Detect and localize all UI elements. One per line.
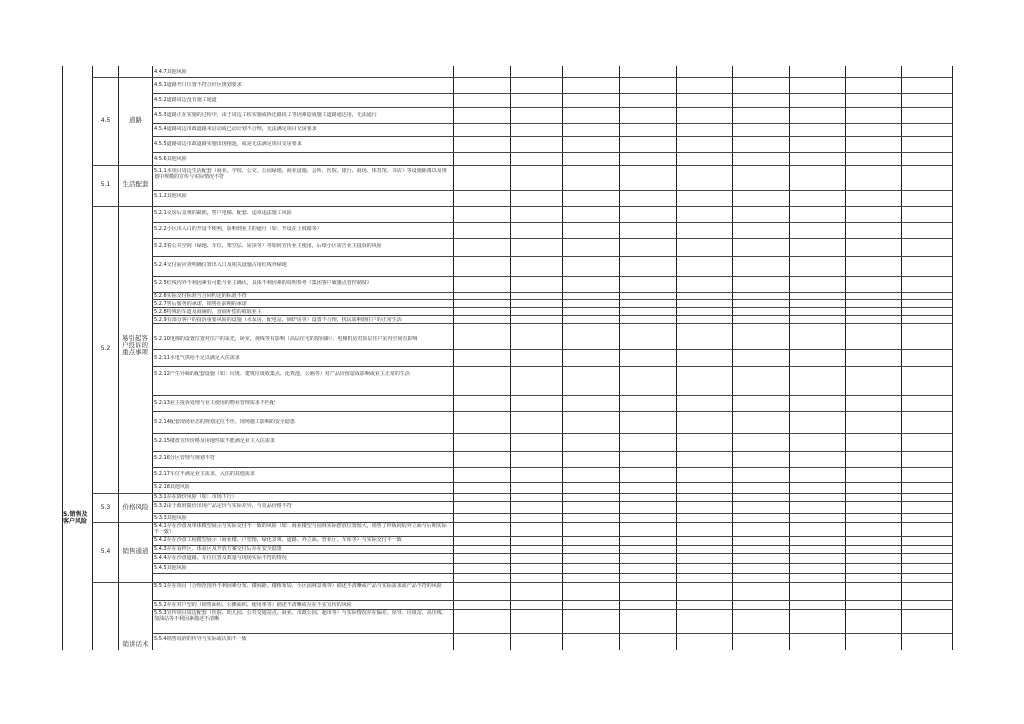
- col-line: [92, 66, 93, 650]
- risk-item: 5.2.16分区管理与规划不符: [154, 455, 215, 461]
- risk-item: 4.5.3道路正在实施的过程中，由于周边工程实施或拆迁路段工等因素造成施工道路通达用，无法通行: [154, 112, 377, 118]
- row-line: [92, 206, 952, 207]
- spreadsheet: [62, 66, 953, 650]
- risk-item: 5.2.14配套现场业态的规划定位不佳、现场施工影响的安全隐患: [154, 419, 295, 425]
- risk-item: 5.5.2存在对户型的（销售面积、公摊面积、使用率等）描述不清晰或存在不实宣传的风险: [154, 602, 352, 608]
- risk-item: 4.5.4道路周边市政道路未启动或已动计划不合理，无法满足项目交房要求: [154, 126, 317, 132]
- risk-item: 5.5.3宣传项目周边配套（医院、幼儿园、公共交通站点、商业、市政公园、超市等）与实际情况存在偏差，误导、垃圾站、高压线、加油站等不利因素描述不清晰: [154, 610, 447, 622]
- row-line: [152, 299, 952, 300]
- risk-item: 5.4.5其他风险: [154, 565, 187, 571]
- row-line: [152, 93, 952, 94]
- row-line: [152, 513, 952, 514]
- row-line: [152, 451, 952, 452]
- row-line: [152, 307, 952, 308]
- row-line: [92, 77, 952, 78]
- risk-item: 5.2.8特殊的车道及商铺的，直调补偿的收取业主: [154, 309, 262, 315]
- risk-item: 4.5.2道路周边没有施工通道: [154, 97, 217, 103]
- risk-item: 5.3.3其他风险: [154, 515, 187, 521]
- risk-item: 5.2.13业主投诉处理与业主使用的物业管理需求不匹配: [154, 400, 275, 406]
- row-line: [152, 467, 952, 468]
- risk-item: 5.3.2由于政府限价出现产品定价与实际差异，与竞品价格不符: [154, 503, 292, 509]
- risk-item: 5.2.2小区出入口的开设不便利，影响到业主的通行（如：开设在上坡路等）: [154, 226, 322, 232]
- risk-item: 5.4.3存在看样区、体验区及开放方案交付后存在安全隐患: [154, 546, 282, 552]
- section-name: 生活配套: [122, 180, 149, 188]
- row-line: [152, 276, 952, 277]
- row-line: [152, 323, 952, 324]
- risk-item: 5.4.2存在沙盘工程模型展示（商业楼、户型图、绿化景观、道路、外立面、营业厅、车库等）与实际交付不一致: [154, 537, 402, 543]
- risk-item: 5.5.4销售说辞的传导与实际或认知不一致: [154, 636, 247, 642]
- risk-item: 5.2.12产生异味的配套设施（如：垃圾、建筑垃圾收集点、化粪池、公厕等）对产品价值造成影响或业主正常的生活: [154, 371, 410, 377]
- section-number: 4.5: [100, 117, 111, 124]
- row-line: [92, 165, 952, 166]
- col-line: [62, 66, 63, 650]
- risk-item: 4.5.1道路开口位置不符合针区规划要求: [154, 82, 242, 88]
- row-line: [152, 136, 952, 137]
- risk-item: 5.2.7售后服务的承诺，销售在前期的承诺: [154, 301, 247, 307]
- risk-item: 5.2.11水电气供给不足以满足入住需求: [154, 355, 240, 361]
- row-line: [152, 482, 952, 483]
- row-line: [152, 123, 952, 124]
- section-number: 5.1: [100, 181, 111, 188]
- section-number: 5.3: [100, 504, 111, 511]
- row-line: [152, 107, 952, 108]
- row-line: [152, 222, 952, 223]
- risk-item: 4.5.6其他风险: [154, 156, 187, 162]
- row-line: [152, 411, 952, 412]
- group-label: 5.销售及客户风险: [63, 511, 88, 525]
- row-line: [152, 633, 952, 634]
- section-name: 销售通道: [122, 547, 149, 555]
- risk-item: 5.2.9有部分客户的投诉重要风险的设施（水泵房、配电站、锅炉房等）设置不合理，扰民影响到住户的正常生活: [154, 317, 402, 323]
- risk-item: 5.2.1交房后景观的缺陷，售户电梯、配套、违章违法施工风险: [154, 210, 292, 216]
- row-line: [152, 573, 952, 574]
- risk-item: 5.2.15楼盘宣传价格及用地性质不能满足业主入住需求: [154, 438, 275, 444]
- row-line: [152, 433, 952, 434]
- risk-item: 5.2.4交付前应查明确位置出入口及相关设施占用红线外绿地: [154, 262, 287, 268]
- row-line: [152, 600, 952, 601]
- risk-item: 4.5.5道路周边市政道路实施出现拖延，或是无法满足项目交房要求: [154, 141, 302, 147]
- risk-item: 5.4.1存在沙盘及单体模型展示与实际交付不一致的风险（如：商业楼型与园林实际摆放位置较大，销售了样板间的外立面与后期实际不一致）: [154, 523, 447, 535]
- row-line: [152, 315, 952, 316]
- risk-item: 5.5.1存在项目（合理范围外不利因素分布、楼间距、楼栋布局、小区园林景观等）描述不清晰或产品与实际需求或产品不符的风险: [154, 583, 442, 589]
- row-line: [152, 238, 952, 239]
- risk-item: 5.2.3着公共空间（绿地、车位、架空层、屋顶等）等如何宣传业主使用，后续小区需告业主投诉的风险: [154, 243, 382, 249]
- row-line: [152, 349, 952, 350]
- section-name: 易引起客户投诉的重点事项: [122, 334, 148, 356]
- row-line: [152, 190, 952, 191]
- risk-item: 5.2.6实际交付标准与合同约定的标准不符: [154, 293, 247, 299]
- row-line: [152, 152, 952, 153]
- col-line: [118, 66, 119, 650]
- row-line: [152, 395, 952, 396]
- risk-item: 4.4.7其他风险: [154, 69, 187, 75]
- risk-item: 5.4.4存在沙盘道路、车位位置及数量与现场实际不符的情况: [154, 555, 287, 561]
- row-line: [152, 366, 952, 367]
- risk-item: 5.3.1存在降价风险（如：市场下行）: [154, 494, 237, 500]
- risk-item: 5.1.1本项目周边生活配套（商业、学校、公交、公园绿地、商业设施、会所、医院、银行、商场、体育馆、书店）等设施距离以及规划中规模的宣传与实际情况不符: [154, 168, 447, 180]
- row-line: [152, 563, 952, 564]
- risk-item: 5.1.2其他风险: [154, 193, 187, 199]
- risk-item: 5.2.5红线内外不利因素有可能与业主确认，具体不利因素的说明参考《集团客户敏感点管控制度》: [154, 280, 372, 286]
- section-name: 道路: [129, 116, 142, 124]
- section-number: 5.2: [100, 345, 111, 352]
- risk-item: 5.2.17车位不满足业主需求、入住的其他需求: [154, 471, 255, 477]
- section-number: 5.4: [100, 548, 111, 555]
- risk-item: 5.2.10电梯的设置位置对住户的采光，卧室，视线等有影响（高层住宅的窗间距），电梯机房对顶层住户室内空间有影响: [154, 336, 418, 342]
- row-line: [152, 256, 952, 257]
- section-name: 销讲话术: [122, 640, 149, 648]
- row-line: [152, 501, 952, 502]
- risk-item: 5.2.18其他风险: [154, 484, 190, 490]
- col-line: [952, 66, 953, 650]
- section-name: 价格风险: [122, 503, 149, 511]
- row-line: [152, 553, 952, 554]
